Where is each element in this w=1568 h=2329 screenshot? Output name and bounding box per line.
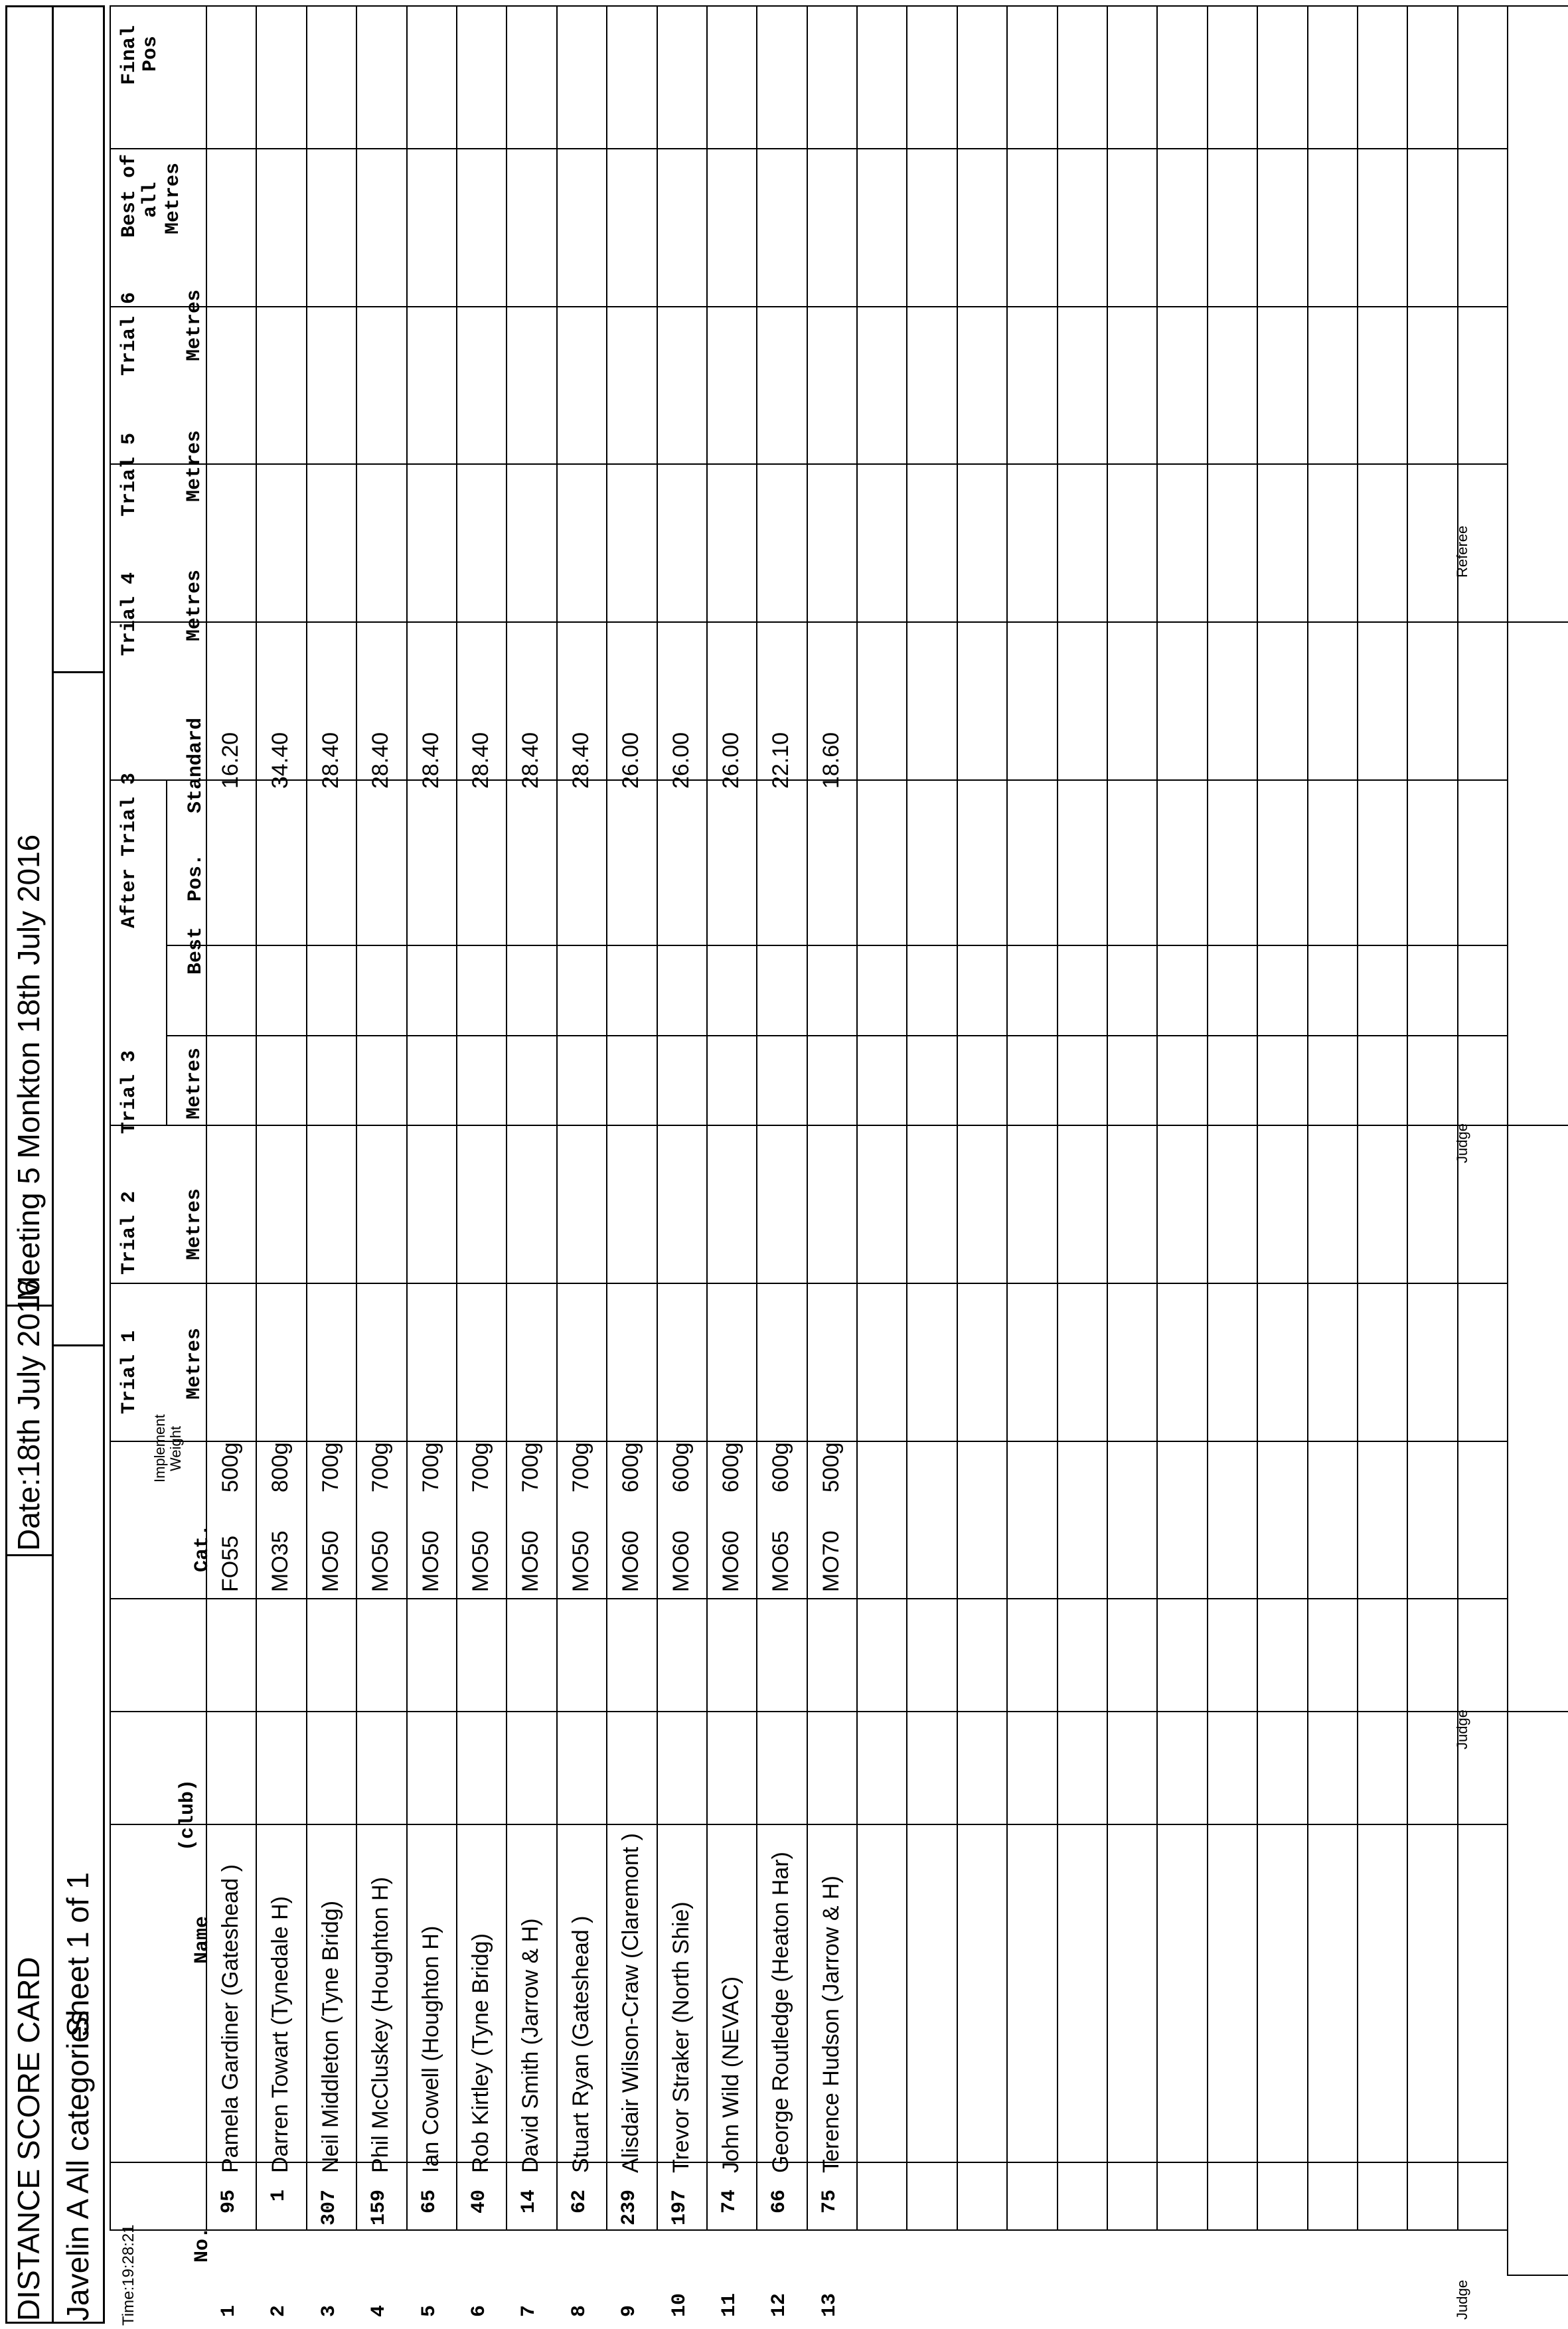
competitor-category: MO50 bbox=[468, 1530, 493, 1592]
implement-weight: 600g bbox=[768, 1442, 794, 1492]
col-header-trial2: Trial 2 bbox=[118, 1190, 141, 1275]
signature-judge-2: Judge bbox=[1454, 1710, 1470, 1749]
implement-weight: 500g bbox=[818, 1442, 844, 1492]
competitor-name: Phil McCluskey (Houghton H) bbox=[368, 1877, 394, 2173]
competitor-name: David Smith (Jarrow & H) bbox=[518, 1918, 544, 2173]
row-number: 11 bbox=[718, 2292, 741, 2317]
col-header-trial1: Trial 1 bbox=[118, 1330, 141, 1414]
competitor-name: John Wild (NEVAC) bbox=[718, 1976, 744, 2173]
competitor-category: FO55 bbox=[218, 1535, 243, 1592]
competitor-category: MO50 bbox=[518, 1530, 544, 1592]
col-header-final: Final bbox=[118, 25, 141, 85]
implement-weight: 600g bbox=[718, 1442, 744, 1492]
implement-weight: 700g bbox=[418, 1442, 443, 1492]
standard-distance: 28.40 bbox=[317, 732, 343, 789]
col-header-trial5-unit: Metres bbox=[183, 430, 206, 502]
competitor-category: MO35 bbox=[268, 1530, 293, 1592]
competitor-number: 62 bbox=[568, 2190, 591, 2214]
standard-distance: 22.10 bbox=[768, 732, 794, 789]
competitor-category: MO65 bbox=[768, 1530, 794, 1592]
col-header-club: (club) bbox=[177, 1779, 199, 1851]
card-date: Date:18th July 2016 bbox=[11, 1279, 46, 1551]
event-name: Javelin A All categories bbox=[60, 2010, 95, 2321]
signature-judge-3: Judge bbox=[1454, 1123, 1470, 1163]
col-header-trial5: Trial 5 bbox=[118, 432, 141, 517]
implement-weight: 600g bbox=[668, 1442, 694, 1492]
row-number: 13 bbox=[818, 2292, 841, 2317]
competitor-category: MO50 bbox=[368, 1530, 394, 1592]
standard-distance: 28.40 bbox=[418, 732, 443, 789]
competitor-category: MO60 bbox=[618, 1530, 644, 1592]
competitor-number: 307 bbox=[317, 2190, 341, 2226]
col-header-trial4: Trial 4 bbox=[118, 572, 141, 656]
meeting-name: Meeting 5 Monkton 18th July 2016 bbox=[11, 834, 46, 1301]
standard-distance: 28.40 bbox=[568, 732, 593, 789]
competitor-number: 40 bbox=[468, 2190, 491, 2214]
competitor-name: Ian Cowell (Houghton H) bbox=[418, 1925, 443, 2173]
competitor-number: 66 bbox=[768, 2190, 791, 2214]
row-number: 9 bbox=[618, 2304, 641, 2317]
row-number: 1 bbox=[218, 2304, 240, 2317]
competitor-category: MO60 bbox=[668, 1530, 694, 1592]
col-header-trial6: Trial 6 bbox=[118, 291, 141, 376]
competitor-name: Stuart Ryan (Gateshead ) bbox=[568, 1915, 593, 2173]
competitor-number: 197 bbox=[668, 2190, 691, 2226]
competitor-name: Trevor Straker (North Shie) bbox=[668, 1901, 694, 2173]
competitor-name: Pamela Gardiner (Gateshead ) bbox=[218, 1864, 243, 2173]
row-number: 6 bbox=[468, 2304, 491, 2317]
signature-judge-1: Judge bbox=[1454, 2280, 1470, 2320]
col-header-trial3: Trial 3 bbox=[118, 1050, 141, 1134]
standard-distance: 28.40 bbox=[368, 732, 394, 789]
col-header-final-pos: Pos bbox=[139, 35, 162, 72]
row-number: 4 bbox=[368, 2304, 391, 2317]
competitor-number: 14 bbox=[518, 2190, 541, 2214]
standard-distance: 18.60 bbox=[818, 732, 844, 789]
competitor-number: 74 bbox=[718, 2190, 741, 2214]
col-header-name: Name bbox=[191, 1915, 214, 1964]
competitor-name: Neil Middleton (Tyne Bridg) bbox=[317, 1900, 343, 2173]
implement-weight: 700g bbox=[317, 1442, 343, 1492]
col-header-weight: Weight bbox=[167, 1425, 184, 1471]
signature-referee: Referee bbox=[1454, 525, 1470, 578]
implement-weight: 700g bbox=[518, 1442, 544, 1492]
row-number: 2 bbox=[268, 2304, 291, 2317]
row-number: 8 bbox=[568, 2304, 591, 2317]
competitor-category: MO70 bbox=[818, 1530, 844, 1592]
implement-weight: 700g bbox=[468, 1442, 493, 1492]
sheet-number: Sheet 1 of 1 bbox=[60, 1872, 95, 2037]
competitor-category: MO50 bbox=[317, 1530, 343, 1592]
competitor-name: Darren Towart (Tynedale H) bbox=[268, 1896, 293, 2173]
competitor-number: 75 bbox=[818, 2190, 841, 2214]
col-header-implement: Implement bbox=[151, 1414, 168, 1483]
standard-distance: 26.00 bbox=[668, 732, 694, 789]
col-header-cat: Cat. bbox=[191, 1524, 214, 1572]
card-title: DISTANCE SCORE CARD bbox=[11, 1957, 46, 2321]
competitor-category: MO60 bbox=[718, 1530, 744, 1592]
standard-distance: 28.40 bbox=[468, 732, 493, 789]
implement-weight: 700g bbox=[368, 1442, 394, 1492]
competitor-name: Alisdair Wilson-Craw (Claremont ) bbox=[618, 1833, 644, 2173]
standard-distance: 16.20 bbox=[218, 732, 243, 789]
col-header-best-of-all: Best of bbox=[118, 153, 141, 238]
standard-distance: 26.00 bbox=[718, 732, 744, 789]
col-header-standard: Standard bbox=[185, 717, 207, 813]
col-header-after-trial3: After Trial 3 bbox=[118, 772, 141, 928]
col-header-trial1-unit: Metres bbox=[183, 1327, 206, 1400]
col-header-trial3-unit: Metres bbox=[183, 1047, 206, 1119]
competitor-number: 95 bbox=[218, 2190, 240, 2214]
standard-distance: 26.00 bbox=[618, 732, 644, 789]
competitor-number: 1 bbox=[268, 2190, 291, 2202]
implement-weight: 800g bbox=[268, 1442, 293, 1492]
col-header-no: No. bbox=[191, 2226, 214, 2263]
implement-weight: 600g bbox=[618, 1442, 644, 1492]
col-header-best-of-all-unit: Metres bbox=[162, 162, 185, 234]
col-header-best: Best bbox=[185, 926, 207, 975]
standard-distance: 28.40 bbox=[518, 732, 544, 789]
competitor-name: Rob Kirtley (Tyne Bridg) bbox=[468, 1933, 493, 2173]
competitor-number: 239 bbox=[618, 2190, 641, 2226]
row-number: 10 bbox=[668, 2292, 691, 2317]
col-header-trial2-unit: Metres bbox=[183, 1188, 206, 1260]
competitor-category: MO50 bbox=[568, 1530, 593, 1592]
standard-distance: 34.40 bbox=[268, 732, 293, 789]
competitor-name: Terence Hudson (Jarrow & H) bbox=[818, 1876, 844, 2173]
row-number: 5 bbox=[418, 2304, 441, 2317]
competitor-name: George Routledge (Heaton Har) bbox=[768, 1852, 794, 2173]
implement-weight: 700g bbox=[568, 1442, 593, 1492]
row-number: 3 bbox=[317, 2304, 341, 2317]
competitor-number: 159 bbox=[368, 2190, 391, 2226]
row-number: 12 bbox=[768, 2292, 791, 2317]
print-time: Time:19:28:21 bbox=[119, 2224, 137, 2326]
col-header-pos: Pos. bbox=[185, 853, 207, 902]
col-header-best-of-all-2: all bbox=[139, 181, 162, 218]
col-header-trial6-unit: Metres bbox=[183, 289, 206, 361]
competitor-category: MO50 bbox=[418, 1530, 443, 1592]
competitor-number: 65 bbox=[418, 2190, 441, 2214]
row-number: 7 bbox=[518, 2304, 541, 2317]
implement-weight: 500g bbox=[218, 1442, 243, 1492]
col-header-trial4-unit: Metres bbox=[183, 569, 206, 641]
